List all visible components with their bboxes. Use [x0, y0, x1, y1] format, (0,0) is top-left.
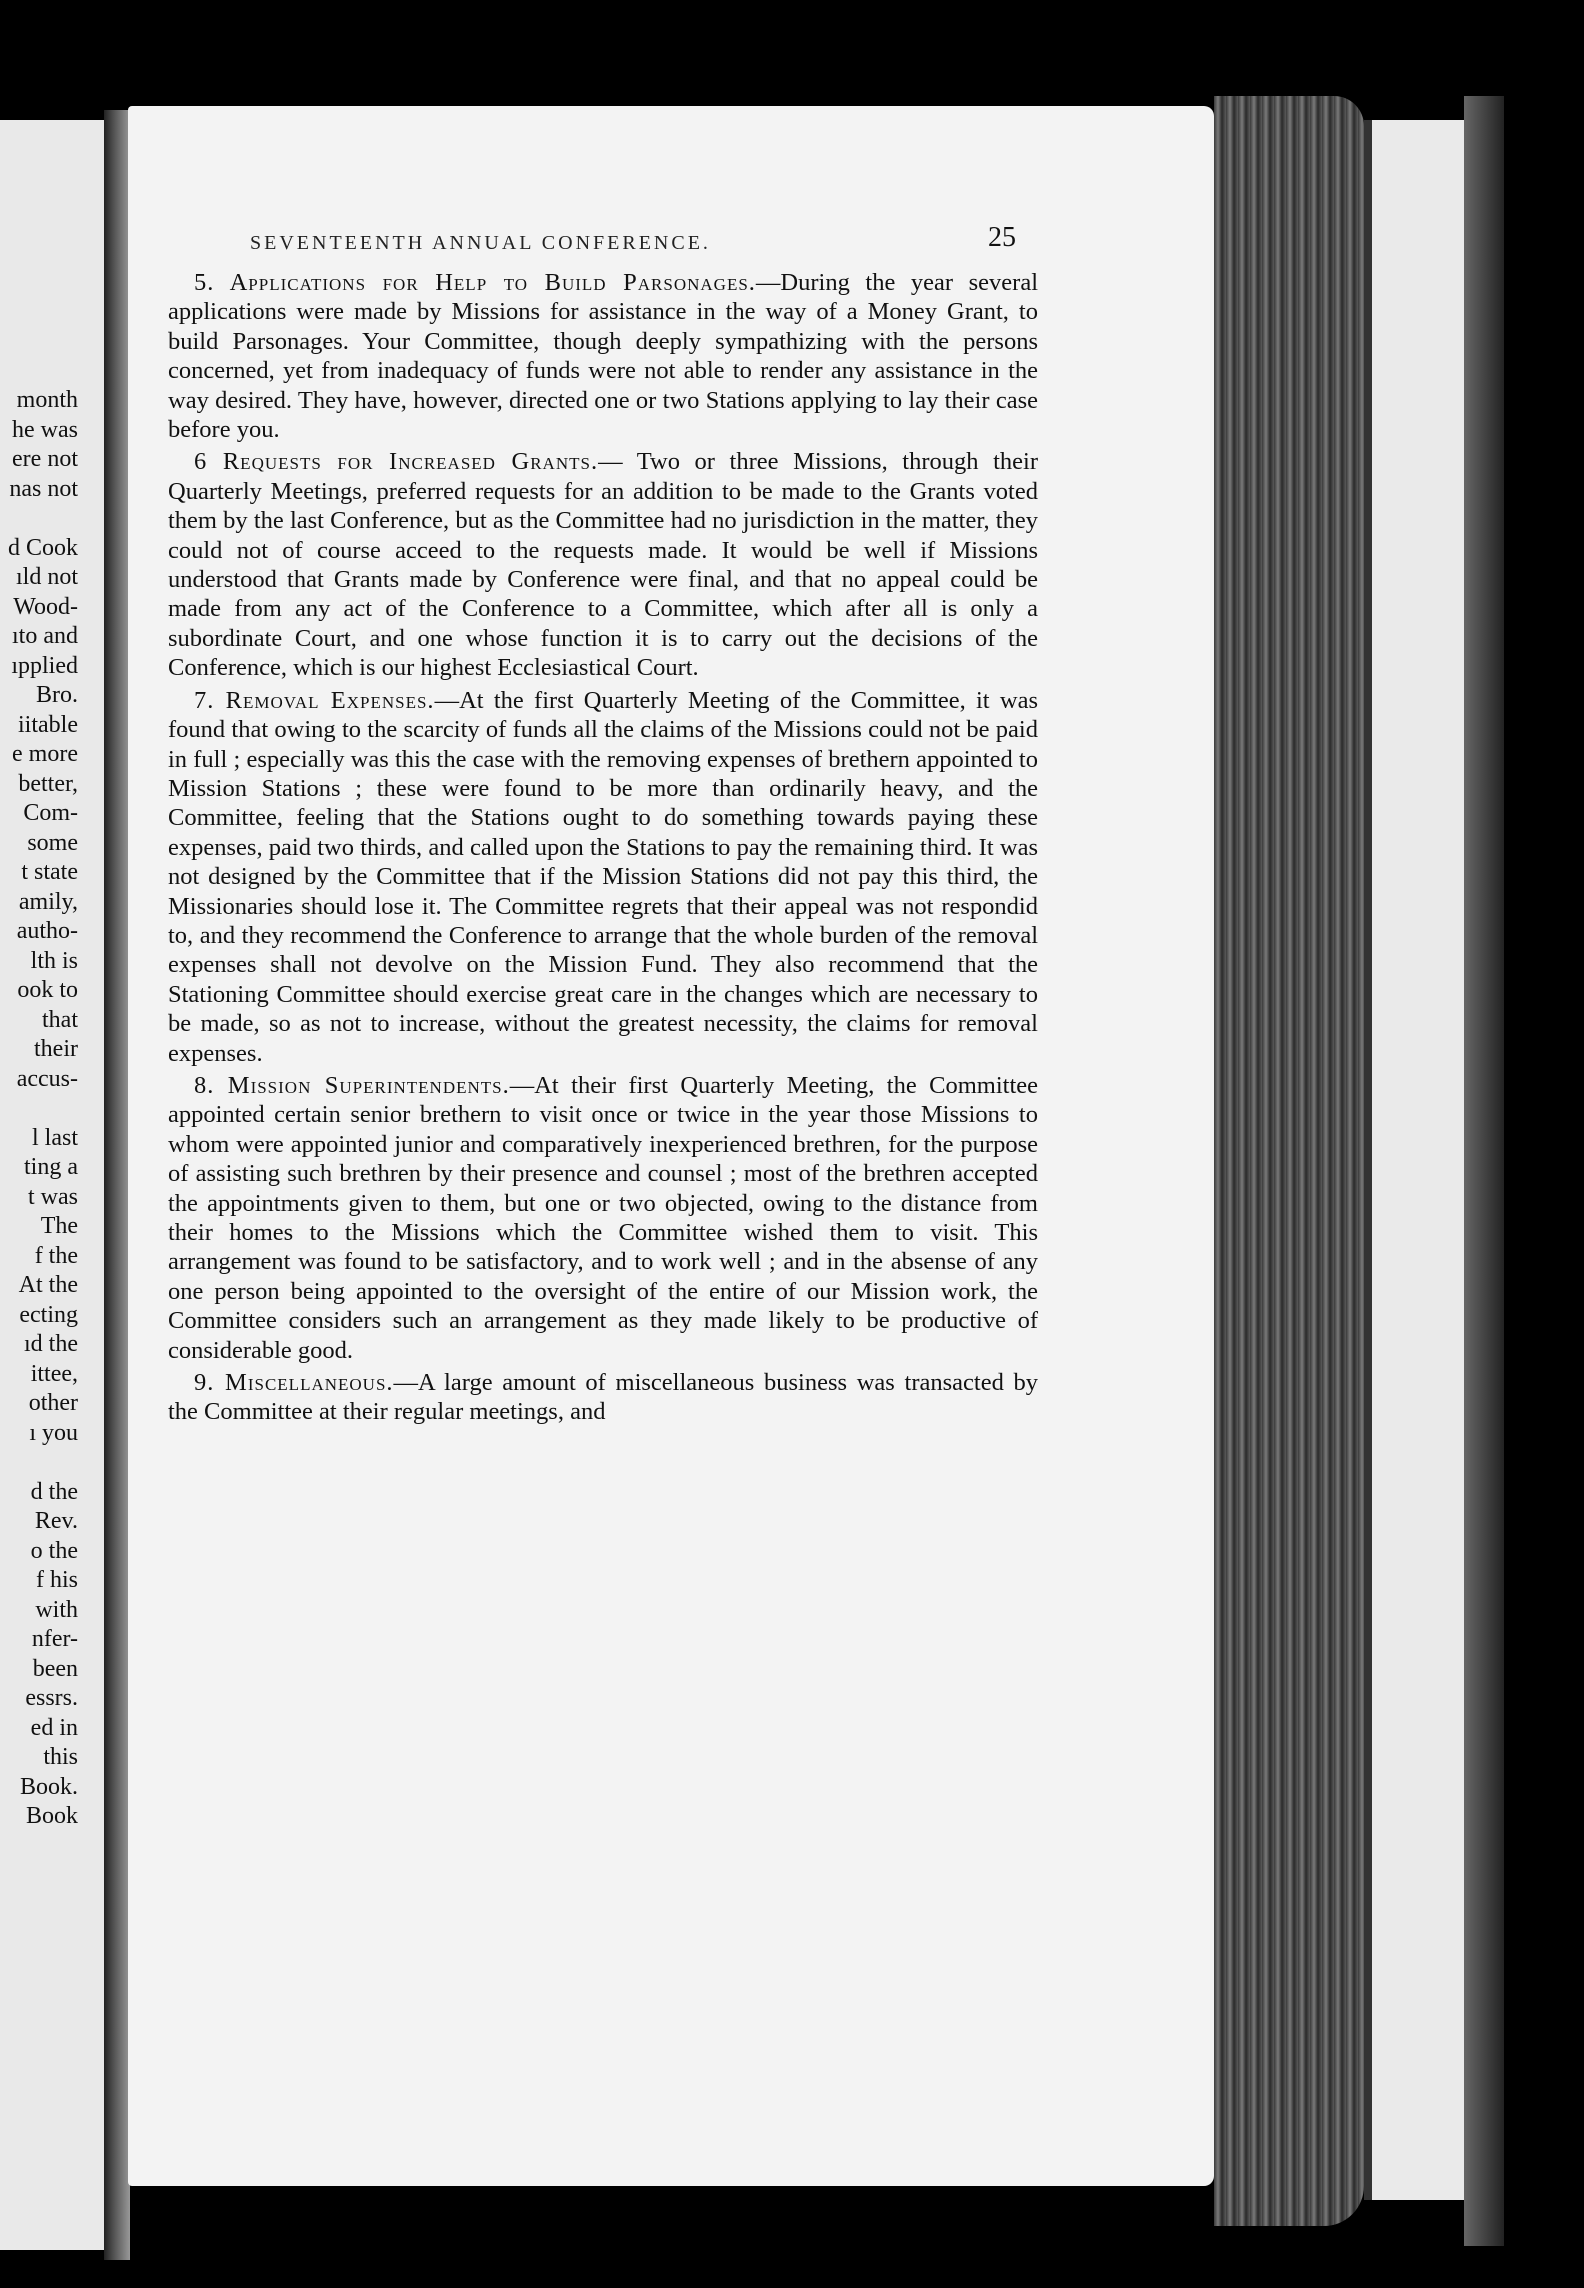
paragraph-text: —At the first Quarterly Meeting of the Committee, it was found that owing to the scarcity of funds all the claims of the Missions could not be paid in full ; especially was this the case with the removing expenses of brethern appointed to Mission Stations ; these were found to be more than ordinarily heavy, and the Committee, feeling that the Stations ought to do something towards paying these expenses, paid two thirds, and called upon the Stations to pay the remaining third. It was not designed by the Committee that if the Mission Stations did not pay this third, the Missionaries should lose it. The Committee regrets that their appeal was not respondid to, and they recommend the Conference to arrange that the whole burden of the removal expenses shall not devolve on the Mission Fund. They also recommend that the Stationing Committee should exercise great care in the changes which are necessary to be made, so as not to increase, without the greatest necessity, the claims for removal expenses. [168, 686, 1038, 1067]
page-number: 25 [988, 222, 1016, 253]
left-page-line: lth is [30, 947, 78, 974]
left-page-line: essrs. [25, 1685, 78, 1711]
left-page-fragment [0, 120, 104, 2250]
left-page-text [8, 386, 78, 1832]
left-page-line: iitable [18, 711, 78, 738]
left-page-line: ook to [17, 977, 78, 1003]
paragraph-7 [168, 686, 1038, 1068]
paragraph-heading: 6 Requests for Increased Grants. [194, 448, 599, 476]
left-page-line: ting a [24, 1154, 78, 1180]
paragraph-9 [168, 1368, 1038, 1427]
paragraph-heading: 9. Miscellaneous. [194, 1369, 394, 1397]
left-page-line: Book [25, 1803, 78, 1829]
book-cover-inner [1364, 120, 1472, 2200]
left-page-line: this [43, 1744, 78, 1770]
left-page-line: Bro. [36, 682, 78, 708]
page-body [168, 268, 1038, 1430]
left-page-line: At the [18, 1272, 78, 1298]
left-page-line: some [27, 829, 78, 856]
left-page-line: better, [18, 770, 78, 797]
left-page-line: Wood- [13, 593, 78, 620]
left-page-line: f his [36, 1567, 78, 1593]
left-page-line: d Cook [7, 534, 78, 561]
left-page-line: ıd the [24, 1331, 78, 1357]
left-page-line: ıto and [12, 623, 78, 649]
left-page-line [8, 1094, 78, 1124]
paragraph-8 [168, 1071, 1038, 1365]
paragraph-text: —At their first Quarterly Meeting, the Committee appointed certain senior brethern to visit once or twice in the year those Missions to whom were appointed junior and comparatively inexperienced brethren, for the purpose of assisting such brethren by their presence and counsel ; most of the brethren accepted the appointments given to them, but one or two objected, owing to the distance from their homes to the Missions which the Committee wished them to visit. This arrangement was found to be satisfactory, and to work well ; and in the absense of any one person being appointed to the oversight of the entire of our Mission work, the Committee considers such an arrangement as they made likely to be productive of considerable good. [168, 1071, 1038, 1364]
paragraph-text: —A large amount of miscellaneous business was transacted by the Committee at their regular meetings, and [168, 1369, 1038, 1426]
left-page-line: accus- [16, 1065, 78, 1092]
book-gutter [104, 110, 130, 2260]
running-title: SEVENTEENTH ANNUAL CONFERENCE. [250, 232, 711, 254]
left-page-line: that [42, 1006, 78, 1033]
left-page-line: ecting [19, 1301, 78, 1328]
left-page-line [8, 1448, 78, 1478]
left-page-line: amily, [18, 888, 78, 915]
left-page-line: ed in [30, 1714, 78, 1741]
left-page-line: d the [30, 1478, 78, 1505]
book-cover-outer [1464, 96, 1504, 2246]
left-page-line: t state [21, 859, 78, 885]
left-page-line: Book. [19, 1773, 78, 1800]
left-page-line: Rev. [34, 1508, 78, 1534]
left-page-line: l last [32, 1124, 78, 1151]
left-page-line: ıld not [15, 564, 78, 590]
paragraph-heading: 7. Removal Expenses. [194, 686, 435, 714]
left-page-line: f the [34, 1242, 78, 1269]
left-page-line: autho- [16, 918, 78, 944]
left-page-line: ere not [12, 446, 78, 472]
left-page-line: The [40, 1213, 78, 1239]
left-page-line: t was [28, 1183, 78, 1210]
paragraph-5 [168, 268, 1038, 444]
left-page-line: other [28, 1390, 78, 1416]
paragraph-text: — Two or three Missions, through their Quarterly Meetings, preferred requests for an addition to be made to the Grants voted them by the last Conference, but as the Committee had no jurisdiction in the matter, they could not of course acceed to the requests made. It would be well if Missions understood that Grants made by Conference were final, and that no appeal could be made from any act of the Conference to a Committee, which after all is only a subordinate Court, and one whose function it is to carry out the decisions of the Conference, which is our highest Ecclesiastical Court. [168, 448, 1039, 682]
paragraph-heading: 5. Applications for Help to Build Parsonages. [194, 269, 756, 296]
paragraph-6 [168, 447, 1038, 682]
left-page-line: month [16, 387, 78, 413]
left-page-line: nfer- [31, 1626, 78, 1652]
left-page-line: their [34, 1036, 78, 1062]
paragraph-text: —During the year several applications were made by Missions for assistance in the way of a Money Grant, to build Parsonages. Your Committee, though deeply sympathizing with the persons concerned, yet from inadequacy of funds were not able to render any assistance in the way desired. They have, however, directed one or two Stations applying to lay their case before you. [168, 269, 1038, 444]
left-page-line: Com- [23, 800, 78, 826]
left-page-line: nas not [9, 475, 78, 502]
left-page-line: e more [12, 741, 78, 767]
page-header [250, 222, 1016, 262]
left-page-line [8, 504, 78, 534]
left-page-line: ı you [29, 1419, 78, 1446]
left-page-line: he was [12, 416, 78, 443]
paragraph-heading: 8. Mission Superintendents. [194, 1071, 510, 1099]
page-fore-edge [1214, 96, 1364, 2226]
left-page-line: o the [30, 1537, 78, 1564]
left-page-line: been [32, 1655, 78, 1682]
left-page-line: with [35, 1596, 78, 1623]
left-page-line: ittee, [30, 1360, 78, 1387]
left-page-line: ıpplied [11, 652, 78, 679]
